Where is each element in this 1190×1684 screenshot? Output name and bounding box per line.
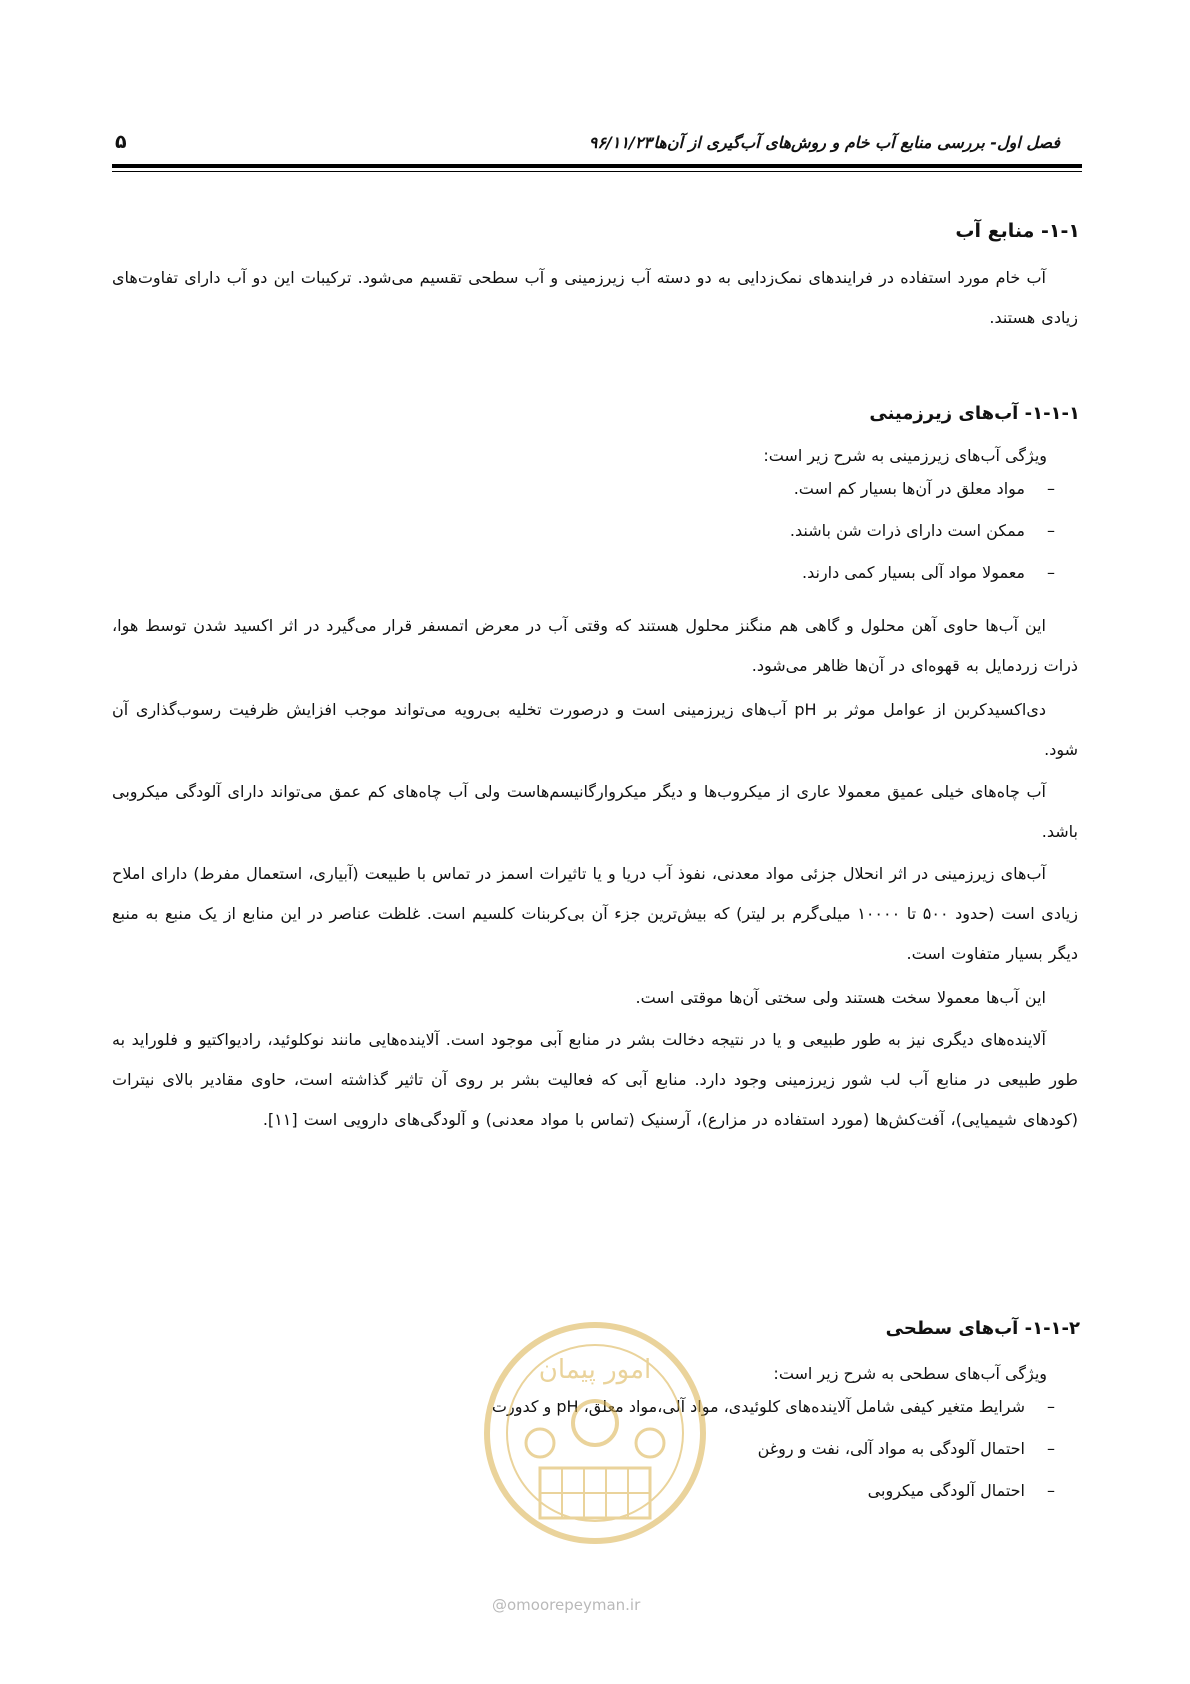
bullet-dash: – bbox=[1047, 563, 1055, 582]
paragraph-pollutants: آلاینده‌های دیگری نیز به طور طبیعی و یا در نتیجه دخالت بشر در منابع آبی موجود است. آلاینده‌هایی مانند نوکلوئید، رادیواکتیو و فلوراید به طور طبیعی در منابع آب لب شور زیرزمینی وجود دارد. منابع آبی که فعالیت بشر بر روی آن تاثیر گذاشته است، حاوی مقادیر بالای نیترات (کودهای شیمیایی)، آفت‌کش‌ها (مورد استفاده در مزارع)، آرسنیک (تماس با مواد معدنی) و آلودگی‌های دارویی است [۱۱]. bbox=[112, 1030, 1078, 1129]
list-item: –احتمال آلودگی میکروبی bbox=[492, 1470, 1055, 1512]
bullet-dash: – bbox=[1047, 1397, 1055, 1416]
groundwater-lead: ویژگی آب‌های زیرزمینی به شرح زیر است: bbox=[763, 446, 1047, 465]
paragraph-iron: این آب‌ها حاوی آهن محلول و گاهی هم منگنز محلول هستند که وقتی آب در معرض اتمسفر قرار می‌گیرد در اثر اکسید شدن توسط هوا، ذرات زردمایل به قهوه‌ای در آن‌ها ظاهر می‌شود. bbox=[112, 616, 1078, 675]
header-rule-thin bbox=[112, 171, 1082, 172]
list-item: –احتمال آلودگی به مواد آلی، نفت و روغن bbox=[492, 1428, 1055, 1470]
surface-water-lead: ویژگی آب‌های سطحی به شرح زیر است: bbox=[773, 1364, 1047, 1383]
paragraph-wells: آب چاه‌های خیلی عمیق معمولا عاری از میکروب‌ها و دیگر میکروارگانیسم‌هاست ولی آب چاه‌های کم عمق می‌تواند دارای آلودگی میکروبی باشد. bbox=[112, 782, 1078, 841]
page-number: ۵ bbox=[115, 131, 127, 153]
section-heading-surface-water: ۱-۱-۲- آب‌های سطحی bbox=[885, 1318, 1080, 1339]
paragraph-co2: دی‌اکسیدکربن از عوامل موثر بر pH آب‌های زیرزمینی است و درصورت تخلیه بی‌رویه می‌تواند موجب افزایش ظرفیت رسوب‌گذاری آن شود. bbox=[112, 700, 1078, 759]
bullet-dash: – bbox=[1047, 479, 1055, 498]
paragraph-intro: آب خام مورد استفاده در فرایندهای نمک‌زدایی به دو دسته آب زیرزمینی و آب سطحی تقسیم می‌شود. ترکیبات این دو آب دارای تفاوت‌های زیادی هستند. bbox=[112, 268, 1078, 327]
bullet-dash: – bbox=[1047, 521, 1055, 540]
list-item: –مواد معلق در آن‌ها بسیار کم است. bbox=[790, 468, 1055, 510]
paragraph-hardness: این آب‌ها معمولا سخت هستند ولی سختی آن‌ها موقتی است. bbox=[635, 988, 1046, 1007]
watermark-text: @omoorepeyman.ir bbox=[492, 1596, 641, 1614]
groundwater-bullet-list bbox=[790, 468, 1055, 594]
paragraph-salts: آب‌های زیرزمینی در اثر انحلال جزئی مواد معدنی، نفوذ آب دریا و یا تاثیرات اسمز در تماس با طبیعت (آبیاری، استعمال مفرط) دارای املاح زیادی است (حدود ۵۰۰ تا ۱۰۰۰۰ میلی‌گرم بر لیتر) که بیش‌ترین جزء آن بی‌کربنات کلسیم است. غلظت عناصر در این منابع از یک منبع به منبع دیگر بسیار متفاوت است. bbox=[112, 864, 1079, 963]
bullet-dash: – bbox=[1047, 1481, 1055, 1500]
section-heading-groundwater: ۱-۱-۱- آب‌های زیرزمینی bbox=[869, 403, 1080, 424]
list-item: –معمولا مواد آلی بسیار کمی دارند. bbox=[790, 552, 1055, 594]
running-header-date: ۹۶/۱۱/۲۳ bbox=[588, 133, 652, 152]
section-heading-water-resources: ۱-۱- منابع آب bbox=[955, 220, 1080, 242]
list-item: –ممکن است دارای ذرات شن باشند. bbox=[790, 510, 1055, 552]
watermark-seal-icon bbox=[480, 1318, 710, 1548]
running-header-title: فصل اول- بررسی منابع آب خام و روش‌های آب‌گیری از آن‌ها bbox=[653, 133, 1060, 152]
bullet-dash: – bbox=[1047, 1439, 1055, 1458]
list-item: –شرایط متغیر کیفی شامل آلاینده‌های کلوئیدی، مواد آلی،مواد معلق، pH و کدورت bbox=[492, 1386, 1055, 1428]
header-rule-thick bbox=[112, 164, 1082, 168]
svg-text:امور پیمان: امور پیمان bbox=[538, 1355, 652, 1385]
